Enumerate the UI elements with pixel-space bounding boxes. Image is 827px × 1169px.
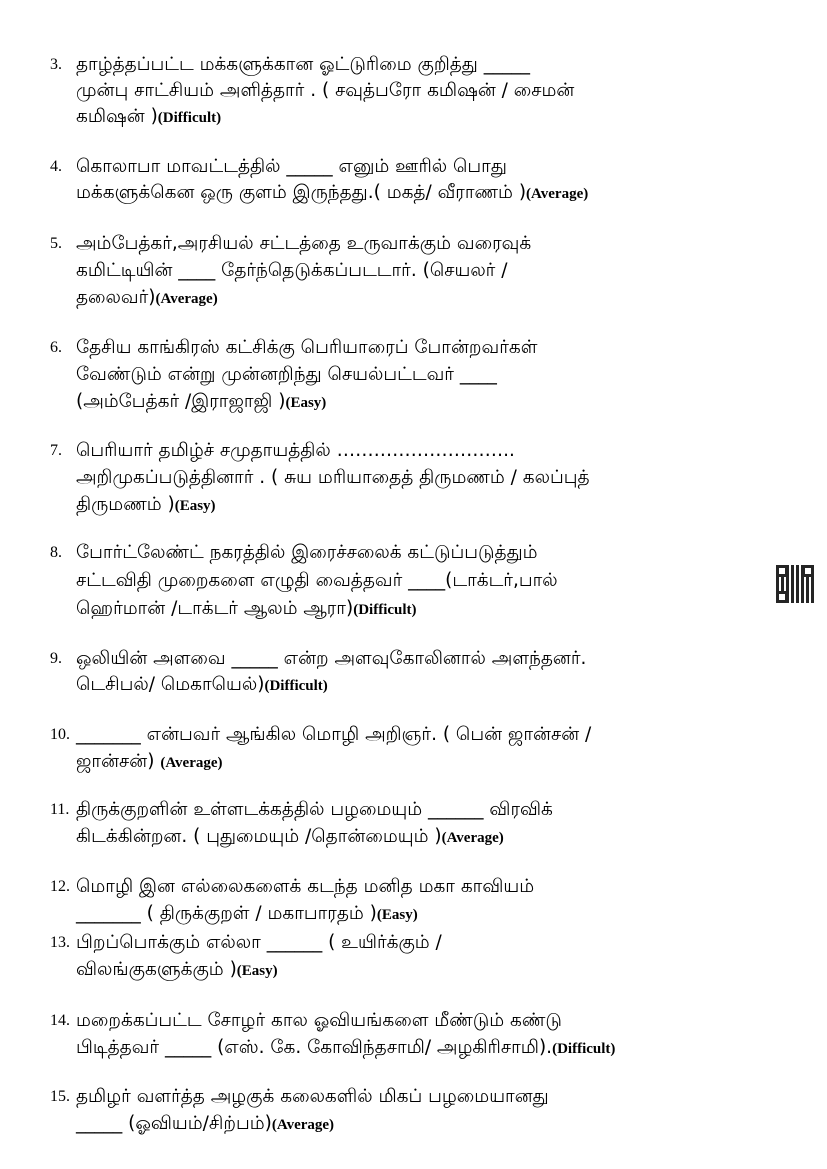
question-line: திருமணம் )(Easy) bbox=[76, 494, 216, 515]
difficulty-label: (Average) bbox=[160, 755, 223, 771]
question-number: 4. bbox=[50, 158, 62, 175]
question-line: (அம்பேத்கர் /இராஜாஜி )(Easy) bbox=[76, 391, 327, 412]
difficulty-label: (Difficult) bbox=[552, 1041, 616, 1057]
difficulty-label: (Easy) bbox=[236, 963, 278, 979]
difficulty-label: (Average) bbox=[271, 1117, 335, 1133]
question-line: கமிட்டியின் ____ தேர்ந்தெடுக்கப்படடார். (செயலர் / bbox=[76, 260, 508, 281]
difficulty-label: (Easy) bbox=[174, 498, 216, 514]
question-line: திருக்குறளின் உள்ளடக்கத்தில் பழமையும் ______ விரவிக் bbox=[76, 799, 553, 820]
difficulty-label: (Difficult) bbox=[353, 602, 417, 618]
qr-code-icon bbox=[776, 565, 814, 603]
question-line: மொழி இன எல்லைகளைக் கடந்த மனித மகா காவியம் bbox=[76, 876, 535, 897]
question-line: தலைவர்)(Average) bbox=[76, 287, 218, 308]
question-number: 8. bbox=[50, 544, 62, 561]
question-number: 15. bbox=[50, 1088, 70, 1105]
question-line: வேண்டும் என்று முன்னறிந்து செயல்பட்டவர் ____ bbox=[76, 364, 497, 385]
question-number: 7. bbox=[50, 442, 62, 459]
question-number: 13. bbox=[50, 934, 70, 951]
question-line: மறைக்கப்பட்ட சோழர் கால ஓவியங்களை மீண்டும் கண்டு bbox=[76, 1010, 562, 1031]
question-line: பிடித்தவர் _____ (எஸ். கே. கோவிந்தசாமி/ அழகிரிசாமி).(Difficult) bbox=[76, 1037, 616, 1058]
question-line: டெசிபல்/ மெகாயெல்)(Difficult) bbox=[76, 674, 328, 695]
question-line: தாழ்த்தப்பட்ட மக்களுக்கான ஓட்டுரிமை குறித்து _____ bbox=[76, 54, 530, 75]
question-line: _______ என்பவர் ஆங்கில மொழி அறிஞர். ( பென் ஜான்சன் / bbox=[76, 724, 592, 745]
question-line: தமிழர் வளர்த்த அழகுக் கலைகளில் மிகப் பழமையானது bbox=[76, 1086, 549, 1107]
question-line: தேசிய காங்கிரஸ் கட்சிக்கு பெரியாரைப் போன்றவர்கள் bbox=[76, 337, 538, 358]
question-line: போர்ட்லேண்ட் நகரத்தில் இரைச்சலைக் கட்டுப்படுத்தும் bbox=[76, 542, 538, 563]
question-number: 11. bbox=[50, 801, 70, 818]
question-line: அம்பேத்கர்,அரசியல் சட்டத்தை உருவாக்கும் வரைவுக் bbox=[76, 233, 532, 254]
question-line: கொலாபா மாவட்டத்தில் _____ எனும் ஊரில் பொது bbox=[76, 156, 507, 177]
question-line: சட்டவிதி முறைகளை எழுதி வைத்தவர் ____(டாக்டர்,பால் bbox=[76, 570, 558, 591]
question-line: பிறப்பொக்கும் எல்லா ______ ( உயிர்க்கும் / bbox=[76, 932, 442, 953]
difficulty-label: (Difficult) bbox=[264, 678, 328, 694]
question-number: 9. bbox=[50, 650, 62, 667]
question-line: கிடக்கின்றன. ( புதுமையும் /தொன்மையும் )(Average) bbox=[76, 826, 504, 847]
difficulty-label: (Easy) bbox=[285, 395, 327, 411]
question-line: பெரியார் தமிழ்ச் சமுதாயத்தில் ……………………….. bbox=[76, 440, 515, 461]
question-line: ஹெர்மான் /டாக்டர் ஆலம் ஆரா)(Difficult) bbox=[76, 598, 417, 619]
question-line: அறிமுகப்படுத்தினார் . ( சுய மரியாதைத் திருமணம் / கலப்புத் bbox=[76, 467, 590, 488]
question-line: _______ ( திருக்குறள் / மகாபாரதம் )(Easy) bbox=[76, 903, 418, 924]
question-number: 14. bbox=[50, 1012, 70, 1029]
question-line: _____ (ஓவியம்/சிற்பம்)(Average) bbox=[76, 1113, 335, 1134]
question-number: 3. bbox=[50, 56, 62, 73]
difficulty-label: (Average) bbox=[155, 291, 218, 307]
question-line: கமிஷன் )(Difficult) bbox=[76, 106, 222, 127]
question-line: மக்களுக்கென ஒரு குளம் இருந்தது.( மகத்/ வீராணம் )(Average) bbox=[76, 182, 589, 203]
question-line: முன்பு சாட்சியம் அளித்தார் . ( சவுத்பரோ கமிஷன் / சைமன் bbox=[76, 80, 575, 101]
question-number: 10. bbox=[50, 726, 70, 743]
question-number: 12. bbox=[50, 878, 70, 895]
difficulty-label: (Difficult) bbox=[157, 110, 222, 126]
question-line: ஜான்சன்) (Average) bbox=[76, 751, 223, 772]
difficulty-label: (Average) bbox=[526, 186, 589, 202]
question-number: 5. bbox=[50, 235, 62, 252]
question-line: ஒலியின் அளவை _____ என்ற அளவுகோலினால் அளந்தனர். bbox=[76, 648, 587, 669]
difficulty-label: (Average) bbox=[441, 830, 504, 846]
question-number: 6. bbox=[50, 339, 62, 356]
question-line: விலங்குகளுக்கும் )(Easy) bbox=[76, 959, 278, 980]
difficulty-label: (Easy) bbox=[376, 907, 418, 923]
